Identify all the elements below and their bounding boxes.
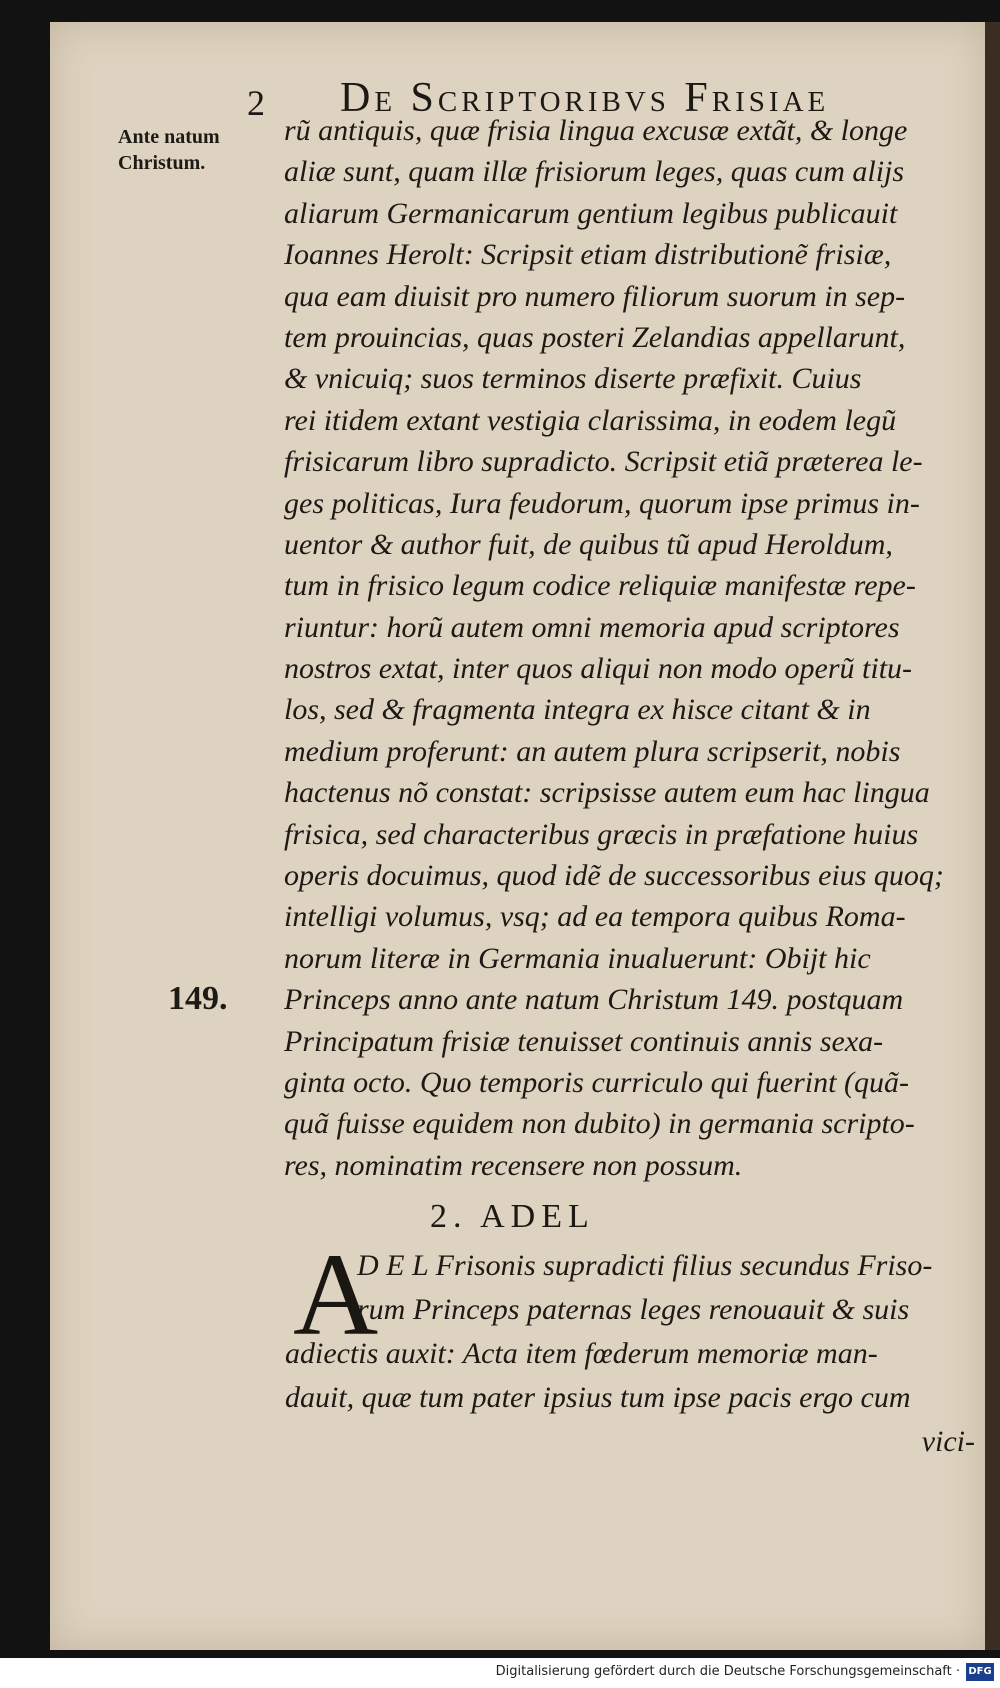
text-line: norum literæ in Germania inualuerunt: Obijt hic (284, 941, 871, 975)
text-line: & vnicuiq; suos terminos diserte præfixit. Cuius (284, 362, 862, 396)
paragraph-2 (285, 1244, 975, 1464)
book-edge (985, 22, 1000, 1650)
text-line: adiectis auxit: Acta item fœderum memoriæ man- (285, 1337, 878, 1370)
text-line: nostros extat, inter quos aliqui non modo operũ titu- (284, 652, 913, 686)
text-line: frisicarum libro supradicto. Scripsit etiã præterea le- (284, 445, 923, 479)
text-line: Principatum frisiæ tenuisset continuis annis sexa- (284, 1024, 884, 1058)
dfg-logo-icon: DFG (966, 1663, 994, 1681)
text-line: rei itidem extant vestigia clarissima, in eodem legũ (284, 403, 897, 437)
text-line: operis docuimus, quod idẽ de successoribus eius quoq; (284, 859, 944, 893)
paragraph-1 (284, 110, 976, 1186)
text-line: qua eam diuisit pro numero filiorum suorum in sep- (284, 279, 906, 313)
section-heading: 2. ADEL (430, 1198, 595, 1235)
funding-credit: Digitalisierung gefördert durch die Deutsche Forschungsgemeinschaft · (495, 1664, 960, 1679)
margin-note-year: 149. (168, 980, 228, 1017)
text-line: Ioannes Herolt: Scripsit etiam distributionẽ frisiæ, (284, 238, 892, 272)
footer-bar (0, 1658, 1000, 1688)
page-number: 2 (247, 83, 265, 123)
text-line: aliæ sunt, quam illæ frisiorum leges, quas cum alijs (284, 155, 905, 189)
margin-note-ante-natum: Ante natum Christum. (118, 126, 220, 174)
text-line: rum Princeps paternas leges renouauit & suis (357, 1293, 910, 1326)
text-line: ginta octo. Quo temporis curriculo qui fuerint (quã- (284, 1065, 909, 1099)
text-line: res, nominatim recensere non possum. (284, 1148, 743, 1182)
text-line: hactenus nõ constat: scripsisse autem eum hac lingua (284, 776, 930, 810)
running-title: De Scriptoribvs Frisiae (340, 75, 830, 121)
text-line: frisica, sed characteribus græcis in præfatione huius (284, 817, 919, 851)
text-line: ges politicas, Iura feudorum, quorum ipse primus in- (284, 486, 920, 520)
catchword: vici- (921, 1425, 975, 1458)
text-line: rũ antiquis, quæ frisia lingua excusæ extãt, & longe (284, 114, 908, 147)
text-line: los, sed & fragmenta integra ex hisce citant & in (284, 693, 871, 727)
text-line: riuntur: horũ autem omni memoria apud scriptores (284, 610, 900, 644)
text-line: uentor & author fuit, de quibus tũ apud Heroldum, (284, 527, 893, 561)
drop-cap: A (293, 1229, 379, 1360)
text-line: aliarum Germanicarum gentium legibus publicauit (284, 196, 898, 230)
text-line: tum in frisico legum codice reliquiæ manifestæ repe- (284, 569, 916, 603)
text-line: intelligi volumus, vsq; ad ea tempora quibus Roma- (284, 900, 906, 934)
text-line: medium proferunt: an autem plura scripserit, nobis (284, 734, 901, 768)
text-line: dauit, quæ tum pater ipsius tum ipse pacis ergo cum (285, 1381, 911, 1414)
text-line: D E L Frisonis supradicti filius secundus Friso- (357, 1249, 933, 1282)
text-line: quã fuisse equidem non dubito) in germania scripto- (284, 1107, 915, 1141)
text-line: tem prouincias, quas posteri Zelandias appellarunt, (284, 320, 906, 354)
text-line: Princeps anno ante natum Christum 149. postquam (284, 983, 904, 1017)
